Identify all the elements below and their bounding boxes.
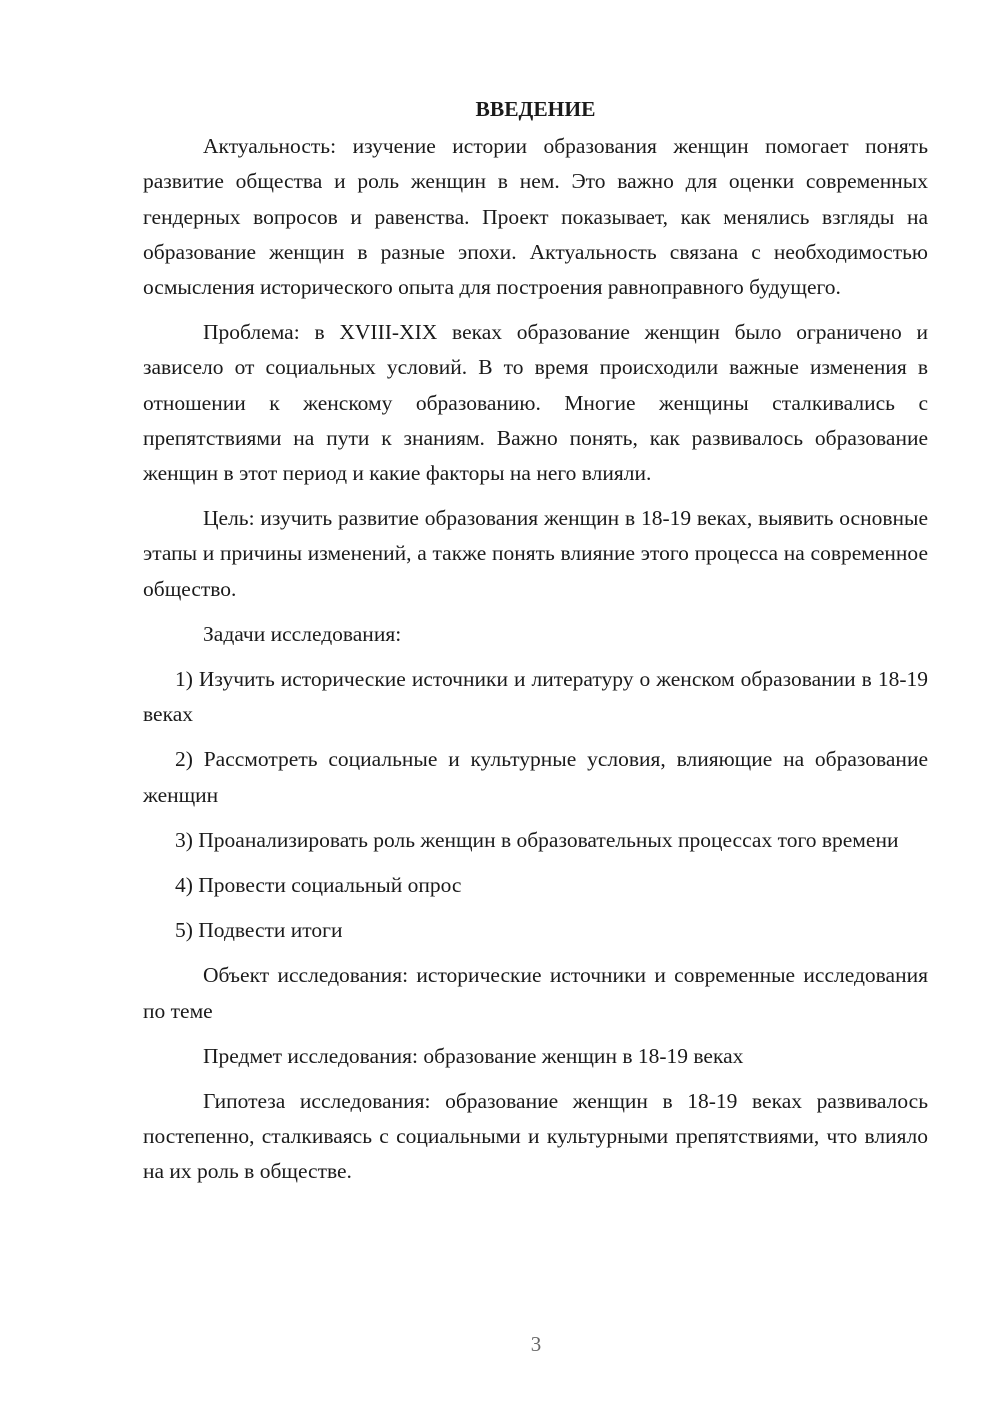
- paragraph-tasks-heading: Задачи исследования:: [203, 621, 402, 646]
- paragraph-hypothesis: Гипотеза исследования: образование женщин в 18-19 веках развивалось постепенно, сталкиваясь с социальными и культурными препятствиями, что влияло на их роль в обществе.: [143, 1089, 928, 1184]
- page-title: ВВЕДЕНИЕ: [475, 97, 596, 121]
- page-number: 3: [530, 1332, 542, 1356]
- task-item: 2) Рассмотреть социальные и культурные условия, влияющие на образование женщин: [143, 747, 928, 807]
- task-item: 5) Подвести итоги: [175, 918, 343, 943]
- paragraph-problem: Проблема: в XVIII-XIX веках образование женщин было ограничено и зависело от социальных условий. В то время происходили важные изменения в отношении к женскому образованию. Многие женщины сталкивались с препятствиями на пути к знаниям. Важно понять, как развивалось образование женщин в этот период и какие факторы на него влияли.: [143, 320, 928, 486]
- paragraph-relevance: Актуальность: изучение истории образования женщин помогает понять развитие общества и роль женщин в нем. Это важно для оценки современных гендерных вопросов и равенства. Проект показывает, как менялись взгляды на образование женщин в разные эпохи. Актуальность связана с необходимостью осмысления исторического опыта для построения равноправного будущего.: [143, 134, 928, 300]
- task-item: 1) Изучить исторические источники и литературу о женском образовании в 18-19 веках: [143, 667, 928, 727]
- paragraph-goal: Цель: изучить развитие образования женщин в 18-19 веках, выявить основные этапы и причины изменений, а также понять влияние этого процесса на современное общество.: [143, 506, 928, 601]
- task-item: 3) Проанализировать роль женщин в образовательных процессах того времени: [175, 827, 899, 852]
- page-content: [143, 92, 928, 1200]
- paragraph-subject: Предмет исследования: образование женщин в 18-19 веках: [203, 1043, 744, 1068]
- task-item: 4) Провести социальный опрос: [175, 873, 462, 898]
- paragraph-object: Объект исследования: исторические источники и современные исследования по теме: [143, 963, 928, 1023]
